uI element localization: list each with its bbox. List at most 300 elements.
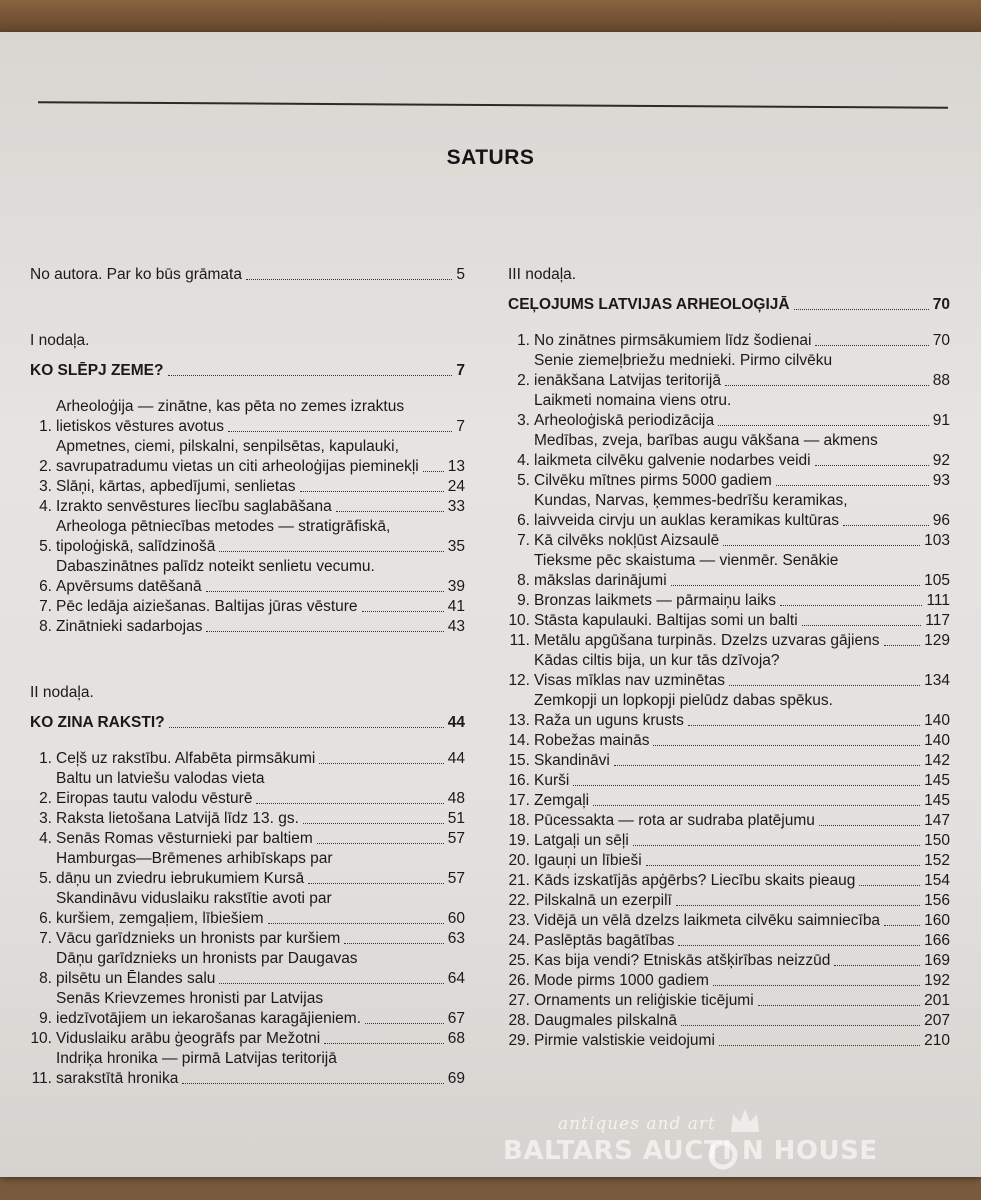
toc-entry-text: [56, 517, 465, 557]
leader-dots: [573, 785, 920, 786]
leader-dots: [206, 591, 444, 592]
toc-entry: [508, 751, 950, 771]
chapter-heading: [30, 713, 465, 733]
toc-entry: [30, 849, 465, 889]
toc-entry-last-line: [534, 991, 950, 1011]
toc-page-number: 92: [932, 452, 950, 469]
leader-dots: [336, 511, 444, 512]
toc-entry-text: [56, 477, 465, 497]
toc-page-number: 63: [447, 930, 465, 947]
toc-entry-text: [534, 771, 950, 791]
toc-entry-last-line: [534, 571, 950, 591]
toc-entry-line: Ornaments un reliģiskie ticējumi: [534, 992, 754, 1009]
toc-page-number: 70: [932, 332, 950, 349]
toc-entry-last-line: [56, 969, 465, 989]
toc-entry-line: Ceļš uz rakstību. Alfabēta pirmsākumi: [56, 750, 316, 767]
toc-entry-line: lietiskos vēstures avotus: [56, 418, 224, 435]
toc-entry-last-line: [56, 597, 465, 617]
header-rule: [38, 101, 948, 109]
toc-entry-line: Kurši: [534, 772, 570, 789]
toc-page-number: 60: [447, 910, 465, 927]
chapter-title: CEĻOJUMS LATVIJAS ARHEOLOĢIJĀ: [508, 296, 790, 313]
toc-page-number: 117: [925, 612, 950, 629]
toc-entry-last-line: [56, 477, 465, 497]
leader-dots: [344, 943, 443, 944]
toc-entry-line: No autora. Par ko būs grāmata: [30, 266, 242, 283]
toc-entry-number: 10.: [30, 1030, 52, 1047]
toc-entry-number: 5.: [517, 472, 530, 489]
leader-dots: [671, 585, 920, 586]
toc-entry: [30, 829, 465, 849]
toc-page-number: 93: [932, 472, 950, 489]
toc-entry-line: Zemkopji un lopkopji pielūdz dabas spēkus.: [534, 692, 833, 709]
toc-page-number: 70: [932, 296, 950, 313]
toc-entry-line: Kā cilvēks nokļūst Aizsaulē: [534, 532, 720, 549]
toc-entry-last-line: [30, 265, 465, 285]
toc-entry-number: 1.: [39, 418, 52, 435]
leader-dots: [815, 345, 928, 346]
toc-entry-text: [56, 889, 465, 929]
toc-entry-number: 14.: [508, 732, 530, 749]
chapter-label: II nodaļa.: [30, 684, 94, 701]
chapter-label: I nodaļa.: [30, 332, 90, 349]
toc-entry: [508, 691, 950, 731]
toc-entry-last-line: [56, 789, 465, 809]
toc-page-number: 96: [932, 512, 950, 529]
toc-page-number: 57: [447, 870, 465, 887]
toc-entry-number: 9.: [517, 592, 530, 609]
leader-dots: [758, 1005, 920, 1006]
toc-entry: [508, 471, 950, 491]
toc-entry: [508, 811, 950, 831]
toc-entry-line: iedzīvotājiem un iekarošanas karagājieniem.: [56, 1010, 361, 1027]
toc-page-number: 140: [924, 712, 950, 729]
toc-entry-line: laikmeta cilvēku galvenie nodarbes veidi: [534, 452, 811, 469]
toc-entry-last-line: [56, 417, 465, 437]
toc-entry: [508, 611, 950, 631]
toc-entry: [508, 431, 950, 471]
leader-dots: [884, 925, 920, 926]
toc-entry-line: Bronzas laikmets — pārmaiņu laiks: [534, 592, 777, 609]
toc-entry-line: Raža un uguns krusts: [534, 712, 684, 729]
leader-dots: [303, 823, 444, 824]
toc-entry-last-line: [534, 731, 950, 751]
toc-entry-line: Apvērsums datēšanā: [56, 578, 202, 595]
toc-page-number: 24: [447, 478, 465, 495]
toc-entry-line: Mode pirms 1000 gadiem: [534, 972, 709, 989]
toc-entry-line: Medības, zveja, barības augu vākšana — akmens: [534, 432, 878, 449]
toc-entry: [508, 551, 950, 591]
leader-dots: [317, 843, 444, 844]
toc-page-number: 103: [924, 532, 950, 549]
toc-entry-number: 3.: [517, 412, 530, 429]
toc-entry-text: [534, 431, 950, 471]
leader-dots: [308, 883, 444, 884]
toc-page-number: 129: [924, 632, 950, 649]
toc-entry-last-line: [56, 1029, 465, 1049]
toc-entry-text: [56, 929, 465, 949]
toc-entry-number: 21.: [508, 872, 530, 889]
toc-entry: [508, 931, 950, 951]
toc-page-number: 192: [924, 972, 950, 989]
chapter-heading: [30, 361, 465, 381]
leader-dots: [676, 905, 920, 906]
toc-entry-text: [56, 1049, 465, 1089]
watermark-name: BALTARS AUCTI N HOUSE: [503, 1136, 878, 1166]
toc-entry-last-line: [534, 811, 950, 831]
toc-entry: [508, 831, 950, 851]
leader-dots: [362, 611, 444, 612]
toc-right-column: [508, 265, 950, 1051]
toc-entry-last-line: [56, 1009, 465, 1029]
toc-entry-number: 20.: [508, 852, 530, 869]
leader-dots: [884, 645, 921, 646]
toc-entry-number: 4.: [39, 498, 52, 515]
toc-entry-last-line: [56, 1069, 465, 1089]
leader-dots: [653, 745, 920, 746]
toc-entry-line: Indriķa hronika — pirmā Latvijas teritorijā: [56, 1050, 337, 1067]
toc-entry-text: [534, 731, 950, 751]
toc-entry: [30, 497, 465, 517]
toc-entry-last-line: [534, 851, 950, 871]
toc-entry-last-line: [56, 869, 465, 889]
toc-entry: [30, 889, 465, 929]
clock-icon: [708, 1140, 738, 1170]
toc-entry-last-line: [534, 791, 950, 811]
toc-page-number: 105: [924, 572, 950, 589]
toc-entry: [508, 971, 950, 991]
toc-entry-last-line: [534, 591, 950, 611]
toc-entry-line: Pūcessakta — rota ar sudraba platējumu: [534, 812, 815, 829]
toc-entry: [508, 391, 950, 431]
toc-page-number: 145: [924, 772, 950, 789]
toc-page-number: 48: [447, 790, 465, 807]
chapter-title: KO ZINA RAKSTI?: [30, 714, 165, 731]
leader-dots: [168, 375, 453, 376]
toc-entry-line: Laikmeti nomaina viens otru.: [534, 392, 732, 409]
toc-entry-last-line: [534, 711, 950, 731]
leader-dots: [794, 309, 929, 310]
toc-page-number: 69: [447, 1070, 465, 1087]
toc-entry: [508, 651, 950, 691]
toc-entry-text: [56, 1029, 465, 1049]
leader-dots: [688, 725, 920, 726]
leader-dots: [169, 727, 444, 728]
toc-entry-line: Kādas ciltis bija, un kur tās dzīvoja?: [534, 652, 780, 669]
toc-page-number: 201: [924, 992, 950, 1009]
toc-entry-line: mākslas darinājumi: [534, 572, 667, 589]
toc-page-number: 35: [447, 538, 465, 555]
toc-entry-text: [534, 1031, 950, 1051]
toc-entry-number: 23.: [508, 912, 530, 929]
toc-entry-last-line: [56, 829, 465, 849]
leader-dots: [802, 625, 922, 626]
toc-entry: [508, 351, 950, 391]
toc-entry-line: Vācu garīdznieks un hronists par kuršiem: [56, 930, 341, 947]
toc-entry-text: [56, 617, 465, 637]
toc-entry-line: Dabaszinātnes palīdz noteikt senlietu vecumu.: [56, 558, 375, 575]
toc-page-number: 169: [924, 952, 950, 969]
leader-dots: [713, 985, 920, 986]
leader-dots: [423, 471, 444, 472]
toc-page-number: 67: [447, 1010, 465, 1027]
toc-entry-line: Viduslaiku arābu ģeogrāfs par Mežotni: [56, 1030, 321, 1047]
toc-entry-last-line: [534, 471, 950, 491]
leader-dots: [719, 1045, 920, 1046]
toc-entry-last-line: [534, 611, 950, 631]
toc-entry-number: 8.: [517, 572, 530, 589]
toc-entry-number: 27.: [508, 992, 530, 1009]
chapter-heading: [508, 295, 950, 315]
toc-entry-text: [534, 691, 950, 731]
toc-entry-last-line: [56, 537, 465, 557]
toc-entry-number: 18.: [508, 812, 530, 829]
toc-entry-line: ienākšana Latvijas teritorijā: [534, 372, 721, 389]
toc-entry-line: Senās Romas vēsturnieki par baltiem: [56, 830, 313, 847]
toc-entry: [508, 991, 950, 1011]
toc-entry-number: 24.: [508, 932, 530, 949]
toc-entry-last-line: [534, 671, 950, 691]
toc-entry-last-line: [534, 951, 950, 971]
toc-entry-last-line: [534, 891, 950, 911]
leader-dots: [365, 1023, 444, 1024]
toc-entry-last-line: [534, 371, 950, 391]
toc-entry-text: [534, 791, 950, 811]
leader-dots: [859, 885, 920, 886]
crown-icon: [728, 1106, 762, 1136]
toc-entry-text: [534, 611, 950, 631]
leader-dots: [300, 491, 444, 492]
toc-entry-number: 16.: [508, 772, 530, 789]
toc-page-number: 150: [924, 832, 950, 849]
toc-entry-text: [56, 749, 465, 769]
leader-dots: [268, 923, 444, 924]
toc-entry-line: Igauņi un lībieši: [534, 852, 642, 869]
toc-entry-line: Cilvēku mītnes pirms 5000 gadiem: [534, 472, 772, 489]
toc-entry-text: [56, 497, 465, 517]
toc-entry-last-line: [534, 411, 950, 431]
toc-entry-number: 4.: [517, 452, 530, 469]
toc-entry-text: [534, 491, 950, 531]
toc-entry-text: [56, 769, 465, 809]
toc-entry-line: Arheoloģija — zinātne, kas pēta no zemes izraktus: [56, 398, 405, 415]
toc-entry-line: Slāņi, kārtas, apbedījumi, senlietas: [56, 478, 296, 495]
toc-entry: [508, 1031, 950, 1051]
toc-page-number: 13: [447, 458, 465, 475]
leader-dots: [319, 763, 443, 764]
toc-entry-text: [56, 949, 465, 989]
toc-entry-line: Visas mīklas nav uzminētas: [534, 672, 725, 689]
leader-dots: [219, 551, 443, 552]
toc-entry: [508, 591, 950, 611]
toc-entry-number: 6.: [39, 578, 52, 595]
toc-entry-line: laivveida cirvju un auklas keramikas kultūras: [534, 512, 839, 529]
toc-entry: [508, 791, 950, 811]
leader-dots: [182, 1083, 443, 1084]
toc-page-number: 134: [924, 672, 950, 689]
toc-entry-text: [56, 437, 465, 477]
leader-dots: [815, 465, 929, 466]
toc-entry-text: [534, 871, 950, 891]
toc-entry-number: 3.: [39, 478, 52, 495]
leader-dots: [206, 631, 443, 632]
toc-entry-number: 2.: [39, 458, 52, 475]
toc-entry-last-line: [56, 577, 465, 597]
toc-entry-last-line: [56, 457, 465, 477]
toc-entry-number: 2.: [517, 372, 530, 389]
toc-entry-line: Kas bija vendi? Etniskās atšķirības neizzūd: [534, 952, 831, 969]
toc-page-number: 39: [447, 578, 465, 595]
toc-entry-line: Skandināvi: [534, 752, 610, 769]
toc-entry-line: Stāsta kapulauki. Baltijas somi un balti: [534, 612, 798, 629]
toc-entry-line: savrupatradumu vietas un citi arheoloģijas pieminekļi: [56, 458, 419, 475]
toc-entry-line: Eiropas tautu valodu vēsturē: [56, 790, 253, 807]
toc-entry-line: Skandināvu viduslaiku rakstītie avoti par: [56, 890, 332, 907]
toc-entry-line: No zinātnes pirmsākumiem līdz šodienai: [534, 332, 812, 349]
toc-entry-number: 12.: [508, 672, 530, 689]
toc-page-number: 44: [447, 750, 465, 767]
toc-page-number: 207: [924, 1012, 950, 1029]
leader-dots: [633, 845, 920, 846]
toc-page-number: 210: [924, 1032, 950, 1049]
toc-entry-number: 25.: [508, 952, 530, 969]
toc-entry-last-line: [534, 771, 950, 791]
toc-entry-text: [534, 911, 950, 931]
toc-page-number: 64: [447, 970, 465, 987]
toc-entry-number: 13.: [508, 712, 530, 729]
toc-entry: [508, 871, 950, 891]
toc-entry-line: Hamburgas—Brēmenes arhibīskaps par: [56, 850, 333, 867]
toc-entry-last-line: [534, 1011, 950, 1031]
toc-entry: [30, 617, 465, 637]
toc-entry-last-line: [534, 331, 950, 351]
toc-entry-number: 29.: [508, 1032, 530, 1049]
leader-dots: [819, 825, 920, 826]
leader-dots: [219, 983, 443, 984]
toc-entry-last-line: [534, 531, 950, 551]
toc-entry-text: [56, 397, 465, 437]
toc-left-column: [30, 265, 465, 1089]
toc-entry: [508, 491, 950, 531]
toc-entry-number: 7.: [517, 532, 530, 549]
toc-entry-number: 2.: [39, 790, 52, 807]
toc-entry-line: Pilskalnā un ezerpilī: [534, 892, 672, 909]
toc-entry: [30, 437, 465, 477]
toc-entry-line: Izrakto senvēstures liecību saglabāšana: [56, 498, 332, 515]
toc-entry-text: [534, 931, 950, 951]
toc-entry-line: kuršiem, zemgaļiem, lībiešiem: [56, 910, 264, 927]
toc-entry-text: [56, 829, 465, 849]
toc-entry-text: [30, 265, 465, 285]
toc-entry-line: Zinātnieki sadarbojas: [56, 618, 203, 635]
toc-entry-text: [534, 351, 950, 391]
toc-entry-number: 6.: [517, 512, 530, 529]
toc-entry: [30, 477, 465, 497]
toc-entry-line: Metālu apgūšana turpinās. Dzelzs uzvaras gājiens: [534, 632, 880, 649]
chapter-heading-line: [30, 713, 465, 733]
toc-page-number: 33: [447, 498, 465, 515]
toc-entry-last-line: [56, 617, 465, 637]
toc-entry-line: Baltu un latviešu valodas vieta: [56, 770, 265, 787]
toc-entry-line: sarakstītā hronika: [56, 1070, 179, 1087]
toc-entry-text: [534, 811, 950, 831]
toc-entry-last-line: [534, 751, 950, 771]
toc-entry: [30, 597, 465, 617]
toc-entry-line: Dāņu garīdznieks un hronists par Daugavas: [56, 950, 358, 967]
toc-entry: [508, 891, 950, 911]
toc-entry-number: 1.: [39, 750, 52, 767]
chapter-title: KO SLĒPJ ZEME?: [30, 362, 164, 379]
toc-page-number: 7: [456, 362, 465, 379]
toc-entry-line: Paslēptās bagātības: [534, 932, 675, 949]
toc-entry-last-line: [534, 971, 950, 991]
toc-entry-line: Senie ziemeļbriežu mednieki. Pirmo cilvēku: [534, 352, 833, 369]
toc-entry-text: [534, 651, 950, 691]
toc-entry-text: [534, 971, 950, 991]
toc-entry: [30, 1049, 465, 1089]
toc-page-number: 51: [447, 810, 465, 827]
toc-page-number: 142: [924, 752, 950, 769]
leader-dots: [593, 805, 920, 806]
toc-entry: [508, 851, 950, 871]
toc-entry-number: 15.: [508, 752, 530, 769]
leader-dots: [723, 545, 920, 546]
toc-entry-number: 10.: [508, 612, 530, 629]
toc-entry: [508, 331, 950, 351]
leader-dots: [834, 965, 920, 966]
toc-entry-line: Pēc ledāja aiziešanas. Baltijas jūras vēsture: [56, 598, 358, 615]
toc-entry: [30, 769, 465, 809]
toc-entry-text: [534, 391, 950, 431]
leader-dots: [718, 425, 929, 426]
toc-entry-text: [534, 751, 950, 771]
toc-entry-line: Raksta lietošana Latvijā līdz 13. gs.: [56, 810, 299, 827]
toc-page-number: 166: [924, 932, 950, 949]
toc-entry: [508, 911, 950, 931]
toc-entry-number: 7.: [39, 930, 52, 947]
toc-entry-line: tipoloģiskā, salīdzinošā: [56, 538, 216, 555]
toc-entry-line: pilsētu un Ēlandes salu: [56, 970, 216, 987]
toc-entry-number: 11.: [509, 632, 530, 649]
leader-dots: [725, 385, 929, 386]
toc-entry: [30, 949, 465, 989]
toc-entry-last-line: [56, 809, 465, 829]
leader-dots: [843, 525, 929, 526]
toc-entry-number: 19.: [508, 832, 530, 849]
chapter-heading-line: [508, 295, 950, 315]
leader-dots: [780, 605, 922, 606]
toc-entry-text: [534, 331, 950, 351]
toc-entry: [30, 557, 465, 597]
toc-page-number: 154: [924, 872, 950, 889]
leader-dots: [256, 803, 443, 804]
toc-entry-line: Arheologa pētniecības metodes — stratigrāfiskā,: [56, 518, 391, 535]
leader-dots: [228, 431, 452, 432]
toc-page-number: 140: [924, 732, 950, 749]
leader-dots: [246, 279, 452, 280]
toc-entry-last-line: [534, 831, 950, 851]
toc-entry-text: [534, 591, 950, 611]
toc-entry-last-line: [534, 931, 950, 951]
toc-page-number: 68: [447, 1030, 465, 1047]
leader-dots: [729, 685, 920, 686]
toc-entry-number: 28.: [508, 1012, 530, 1029]
toc-entry-text: [534, 471, 950, 491]
toc-entry-last-line: [56, 749, 465, 769]
toc-page-number: 91: [932, 412, 950, 429]
toc-entry-number: 8.: [39, 970, 52, 987]
toc-entry-number: 6.: [39, 910, 52, 927]
